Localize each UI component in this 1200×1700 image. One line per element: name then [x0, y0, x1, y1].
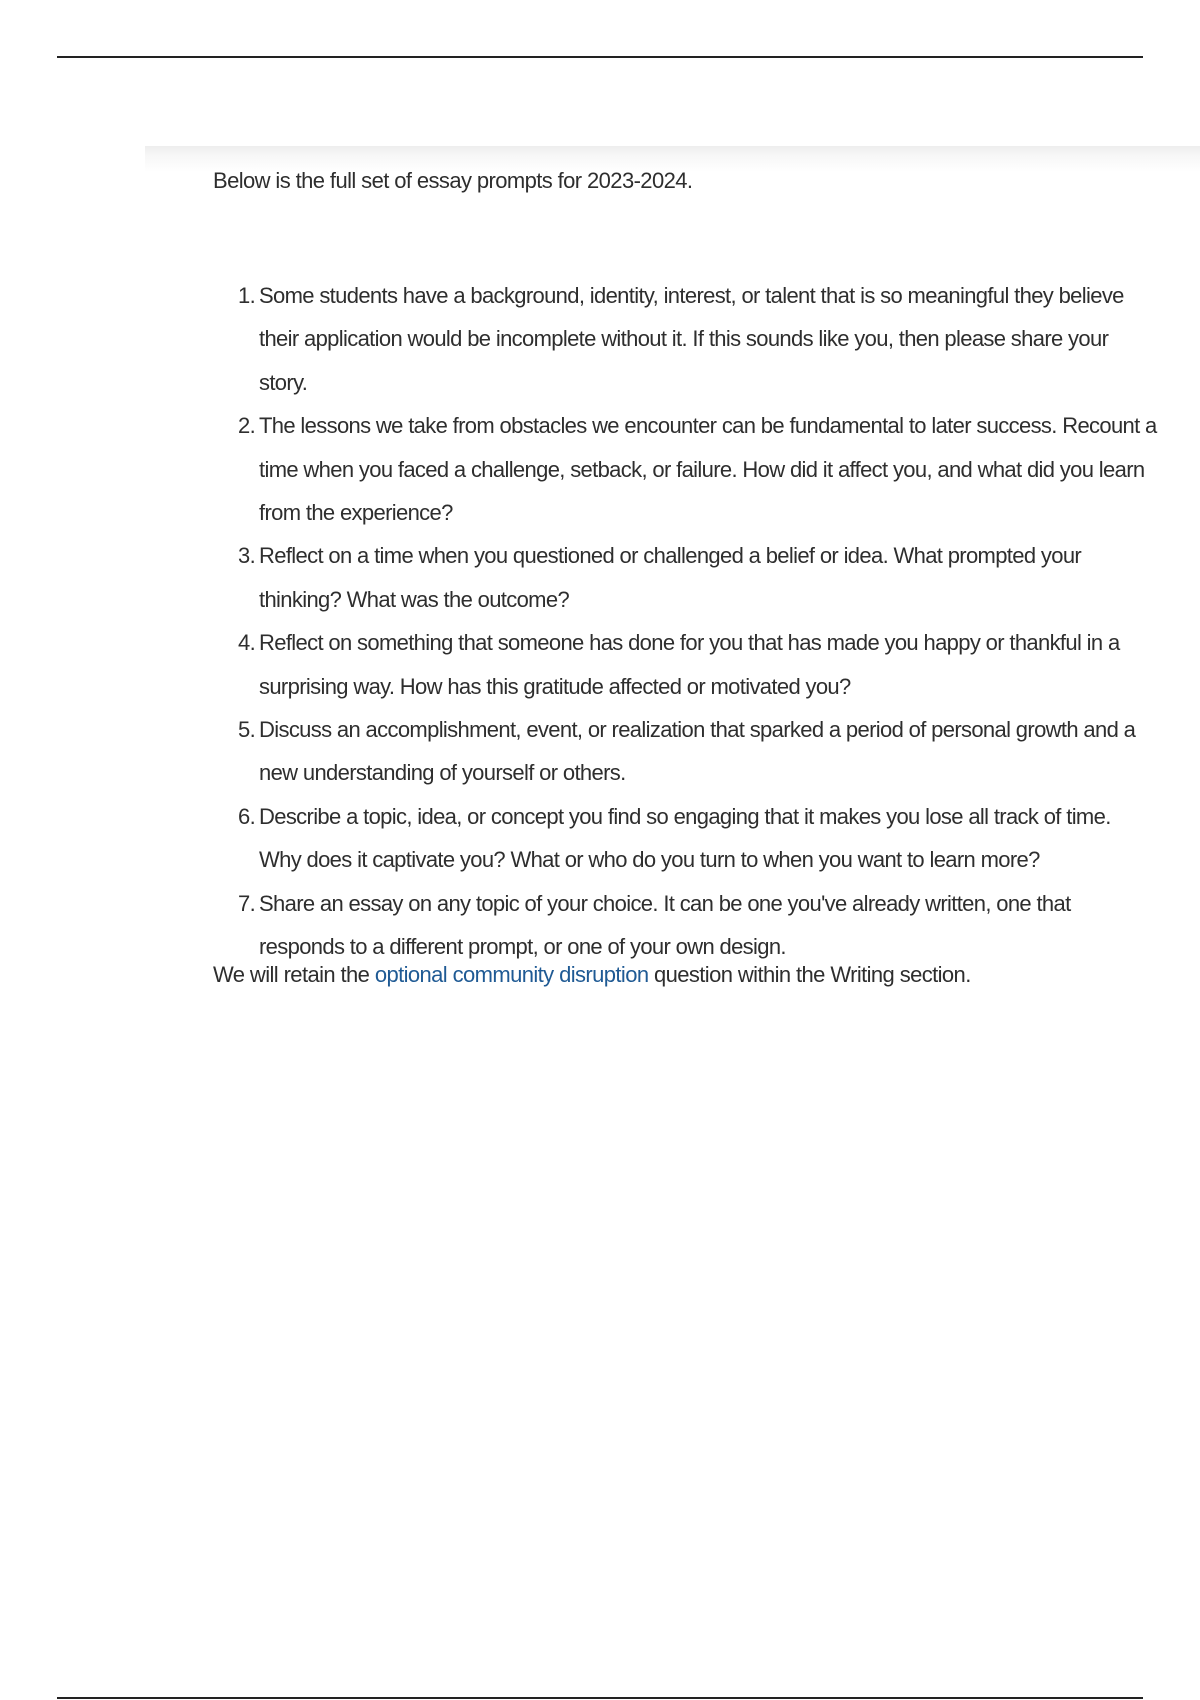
- prompt-item-2: [238, 404, 1158, 534]
- footer-rule: [57, 1697, 1143, 1699]
- prompt-item-5: [238, 708, 1158, 795]
- prompt-number: 3 .: [238, 534, 255, 577]
- prompt-item-1: [238, 274, 1158, 404]
- intro-text: Below is the full set of essay prompts for 2023-2024.: [213, 168, 693, 193]
- prompt-text: Reflect on a time when you questioned or challenged a belief or idea. What prompted your thinking? What was the outcome?: [259, 543, 1082, 612]
- prompt-item-6: [238, 795, 1158, 882]
- prompt-item-7: [238, 882, 1158, 969]
- community-disruption-link[interactable]: optional community disruption: [374, 962, 649, 987]
- outro-before: We will retain the: [213, 962, 375, 987]
- prompt-number: 2 .: [238, 404, 255, 447]
- prompt-item-3: [238, 534, 1158, 621]
- prompt-number: 4 .: [238, 621, 255, 664]
- header-rule: [57, 56, 1143, 58]
- prompt-number: 1 .: [238, 274, 255, 317]
- prompt-text: Share an essay on any topic of your choice. It can be one you've already written, one that responds to a different prompt, or one of your own design.: [259, 890, 1071, 960]
- prompt-number: 7 .: [238, 882, 255, 925]
- outro-text: [213, 958, 971, 992]
- prompt-text: The lessons we take from obstacles we encounter can be fundamental to later success. Recount a time when you faced a challenge, setback, or failure. How did it affect you, and what did you learn from the experience?: [259, 413, 1157, 526]
- prompt-item-4: [238, 621, 1158, 708]
- outro-after: question within the Writing section.: [648, 962, 971, 987]
- prompt-text: Describe a topic, idea, or concept you find so engaging that it makes you lose all track of time. Why does it captivate you? What or who do you turn to when you want to learn more?: [259, 803, 1111, 873]
- prompt-text: Reflect on something that someone has done for you that has made you happy or thankful in a surprising way. How has this gratitude affected or motivated you?: [259, 630, 1120, 699]
- essay-prompt-list: [238, 274, 1158, 969]
- prompt-text: Discuss an accomplishment, event, or realization that sparked a period of personal growth and a new understanding of yourself or others.: [259, 717, 1136, 786]
- prompt-number: 6 .: [238, 795, 255, 838]
- prompt-text: Some students have a background, identity, interest, or talent that is so meaningful they believe their application would be incomplete without it. If this sounds like you, then please share your story.: [259, 283, 1124, 395]
- prompt-number: 5 .: [238, 708, 255, 751]
